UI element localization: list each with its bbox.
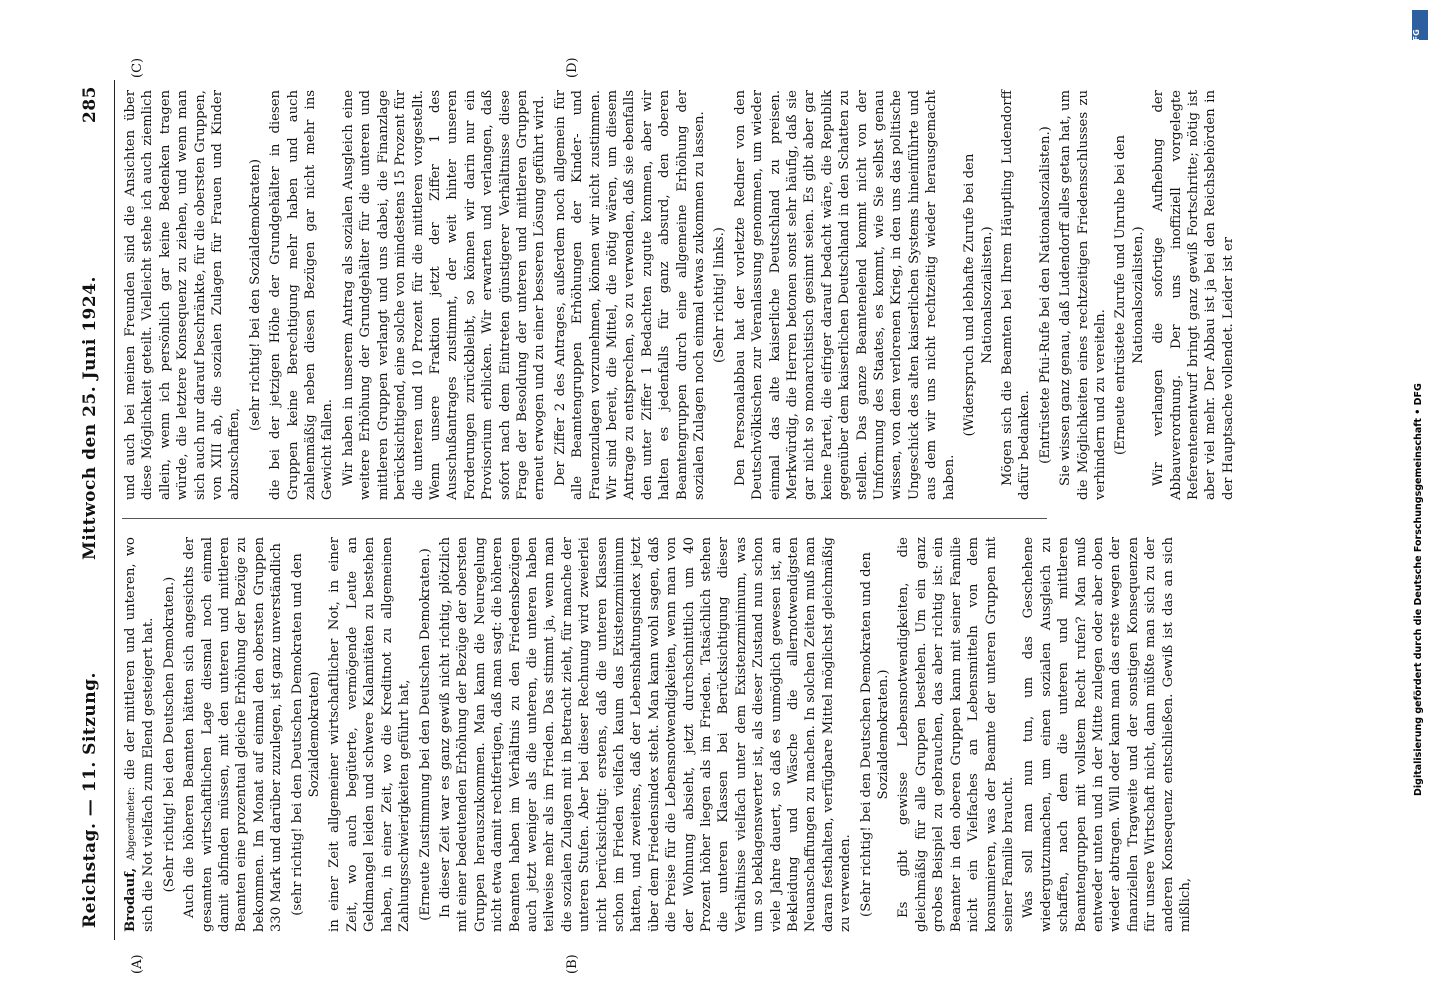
interjection: (Erneute entrüstete Zurufe und Unruhe bei den Nationalsozialisten.) [1113, 135, 1146, 455]
paragraph: und auch bei meinen Freunden sind die Ansichten über diese Möglichkeit geteilt. Vielleicht stehe ich auch ziemlich allein, wenn ich persönlich gar keine Bedenken tragen würde, die letztere Konsequenz zu ziehen, und wenn man sich auch nur darauf beschränkte, für die obersten Gruppen, von XIII ab, die sozialen Zulagen für Frauen und Kinder abzuschaffen, [123, 90, 243, 500]
paragraph: in einer Zeit allgemeiner wirtschaftlicher Not, in einer Zeit, wo auch begüterte, vermögende Leute an Geldmangel leiden und schwere Kalamitäten zu bestehen haben, in einer Zeit, wo die Kreditnot zu allgemeinen Zahlungsschwierigkeiten geführt hat, [327, 537, 413, 932]
column-divider [122, 518, 1047, 519]
paragraph: Auch die höheren Beamten hätten sich angesichts der gesamten wirtschaftlichen Lage diesmal noch einmal damit abfinden müssen, mit den unteren und mittleren Beamten eine prozentual gleiche Erhöhung der Bezüge zu bekommen. Im Monat auf einmal den obersten Gruppen 330 Mark und darüber zuzulegen, ist ganz unverständlich [182, 537, 285, 932]
paragraph: Es gibt gewisse Lebensnotwendigkeiten, die gleichmäßig für alle Gruppen bestehen. Um ein ganz grobes Beispiel zu gebrauchen, das aber richtig ist: ein Beamter in den oberen Gruppen kann mit seiner Familie nicht ein Vielfaches an Lebensmitteln von dem konsumieren, was der Beamte der unteren Gruppen mit seiner Familie braucht. [896, 537, 1016, 932]
margin-mark-c: (C) [130, 57, 145, 78]
paragraph: Sie wissen ganz genau, daß Ludendorff alles getan hat, um die Möglichkeiten eines rechtzeitigen Friedensschlusses zu verhindern und zu vereiteln. [1058, 90, 1108, 500]
digitization-sidebar [1411, 6, 1429, 996]
paragraph: Wir haben in unserem Antrag als sozialen Ausgleich eine weitere Erhöhung der Grundgehälter für die unteren und mittleren Gruppen verlangt und uns dabei, die Finanzlage berücksichtigend, eine solche von mindestens 15 Prozent für die unteren und 10 Prozent für die mittleren vorgestellt. Wenn unsere Fraktion jetzt der Ziffer 1 des Ausschußantrages zustimmt, der weit hinter unseren Forderungen zurückbleibt, so können wir darin nur ein Provisorium erblicken. Wir erwarten und verlangen, daß sofort nach dem Eintreten günstigerer Verhältnisse diese Frage der Besoldung der unteren und mittleren Gruppen erneut erwogen und zu einer besseren Lösung geführt wird. [340, 90, 548, 500]
interjection: (Entrüstete Pfui-Rufe bei den Nationalsozialisten.) [1037, 126, 1053, 464]
header-date: Mittwoch den 25. Juni 1924. [80, 276, 100, 560]
text-column-right [122, 90, 1236, 500]
interjection: (Widerspruch und lebhafte Zurufe bei den Nationalsozialisten.) [962, 153, 995, 437]
paragraph: die bei der jetzigen Höhe der Grundgehälter in diesen Gruppen keine Berechtigung mehr haben und auch zahlenmäßig neben diesen Bezügen gar nicht mehr ins Gewicht fallen. [268, 90, 336, 500]
interjection: (Sehr richtig! bei den Deutschen Demokraten.) [161, 576, 177, 893]
speaker-name: Brodauf, [123, 867, 138, 932]
margin-mark-d: (D) [565, 57, 580, 78]
paragraph-text: die der mittleren und unteren, wo sich die Not vielfach zum Elend gesteigert hat. [123, 537, 157, 932]
interjection: (Erneute Zustimmung bei den Deutschen Demokraten.) [417, 548, 433, 921]
text-column-left [122, 537, 1193, 932]
interjection: (Sehr richtig! bei den Deutschen Demokraten und den Sozialdemokraten.) [858, 552, 892, 917]
paragraph: Wir verlangen die sofortige Aufhebung der Abbauverordnung. Der uns inoffiziell vorgelegte Referentenentwurf bringt ganz gewiß Fortschritte; nötig ist aber viel mehr. Der Abbau ist ja bei den Reichsbehörden in der Hauptsache vollendet. Leider ist er [1151, 90, 1236, 500]
rotated-page [70, 57, 1236, 974]
dfg-logo: DFG [1412, 10, 1428, 40]
paragraph: Der Ziffer 2 des Antrages, außerdem noch allgemein für alle Beamtengruppen Erhöhungen der Kinder- und Frauenzulagen vorzunehmen, können wir nicht zustimmen. Wir sind bereit, die Mittel, die nötig wären, um diesem Antrage zu entsprechen, so zu verwenden, daß sie ebenfalls den unter Ziffer 1 Bedachten zugute kommen, aber wir halten es jedenfalls für ganz absurd, den oberen Beamtengruppen durch eine allgemeine Erhöhung der sozialen Zulagen noch einmal etwas zukommen zu lassen. [552, 90, 707, 500]
paragraph: In dieser Zeit war es ganz gewiß nicht richtig, plötzlich mit einer bedeutenden Erhöhung der Bezüge der obersten Gruppen herauszukommen. Man kann die Neuregelung nicht etwa damit rechtfertigen, daß man sagt: die höheren Beamten haben im Verhältnis zu den Friedensbezügen auch jetzt weniger als die unteren, die unteren haben teilweise mehr als im Frieden. Das stimmt ja, wenn man die sozialen Zulagen mit in Betracht zieht, für manche der unteren Stufen. Aber bei dieser Rechnung wird zweierlei nicht berücksichtigt: erstens, daß die unteren Klassen schon im Frieden vielfach kaum das Existenzminimum hatten, und zweitens, daß der Lebenshaltungsindex jetzt über dem Friedensindex steht. Man kann wohl sagen, daß die Preise für die Lebensnotwendigkeiten, wenn man von der Wohnung absieht, jetzt durchschnittlich um 40 Prozent höher liegen als im Frieden. Tatsächlich stehen die unteren Klassen bei Berücksichtigung dieser Verhältnisse vielfach unter dem Existenzminimum, was um so beklagenswerter ist, als dieser Zustand nun schon viele Jahre dauert, so daß es unmöglich gewesen ist, an Bekleidung und Wäsche die allernotwendigsten Neuanschaffungen zu machen. In solchen Zeiten muß man daran festhalten, verfügbare Mittel möglichst gleichmäßig zu verwenden. [437, 537, 854, 932]
margin-mark-b: (B) [565, 954, 580, 974]
interjection: (Sehr richtig! links.) [712, 227, 728, 363]
header-left: Reichstag. — 11. Sitzung. [80, 672, 100, 928]
interjection: (sehr richtig! bei den Sozialdemokraten) [247, 159, 263, 431]
paragraph: Mögen sich die Beamten bei Ihrem Häuptling Ludendorff dafür bedanken. [999, 90, 1033, 500]
paragraph: Den Personalabbau hat der vorletzte Redner von den Deutschvölkischen zur Veranlassung genommen, um wieder einmal das alte kaiserliche Deutschland zu preisen. Merkwürdig, die Herren betonen sonst sehr häufig, daß sie gar nicht so monarchistisch gesinnt seien. Es gibt aber gar keine Partei, die eifriger darauf bedacht wäre, die Republik gegenüber dem kaiserlichen Deutschland in den Schatten zu stellen. Das ganze Beamtenelend kommt nicht von der Umformung des Staates, es kommt, wie Sie selbst genau wissen, von dem verlorenen Krieg, in den uns das politische Ungeschick des alten kaiserlichen Systems hineinführte und aus dem wir uns nicht rechtzeitig wieder herausgemacht haben. [732, 90, 957, 500]
page-number: 285 [80, 86, 100, 123]
margin-mark-a: (A) [130, 954, 145, 974]
credit-text: Digitalisierung gefördert durch die Deutsche Forschungsgemeinschaft • DFG [1413, 383, 1424, 796]
page-header [70, 80, 115, 940]
paragraph [122, 537, 158, 932]
paragraph: Was soll man nun tun, um das Geschehene wiedergutzumachen, um einen sozialen Ausgleich zu schaffen, nach dem die unteren und mittleren Beamtengruppen mit vollstem Recht rufen? Man muß entweder unten und in der Mitte zulegen oder aber oben wieder abtragen. Will oder kann man das erste wegen der finanziellen Tragweite und der sonstigen Konsequenzen für unsere Wirtschaft nicht, dann müßte man sich zu der anderen Konsequenz entschließen. Gewiß ist das an sich mißlich, [1021, 537, 1193, 932]
speaker-role: Abgeordneter: [126, 786, 137, 861]
interjection: (sehr richtig! bei den Deutschen Demokraten und den Sozialdemokraten) [289, 553, 323, 916]
